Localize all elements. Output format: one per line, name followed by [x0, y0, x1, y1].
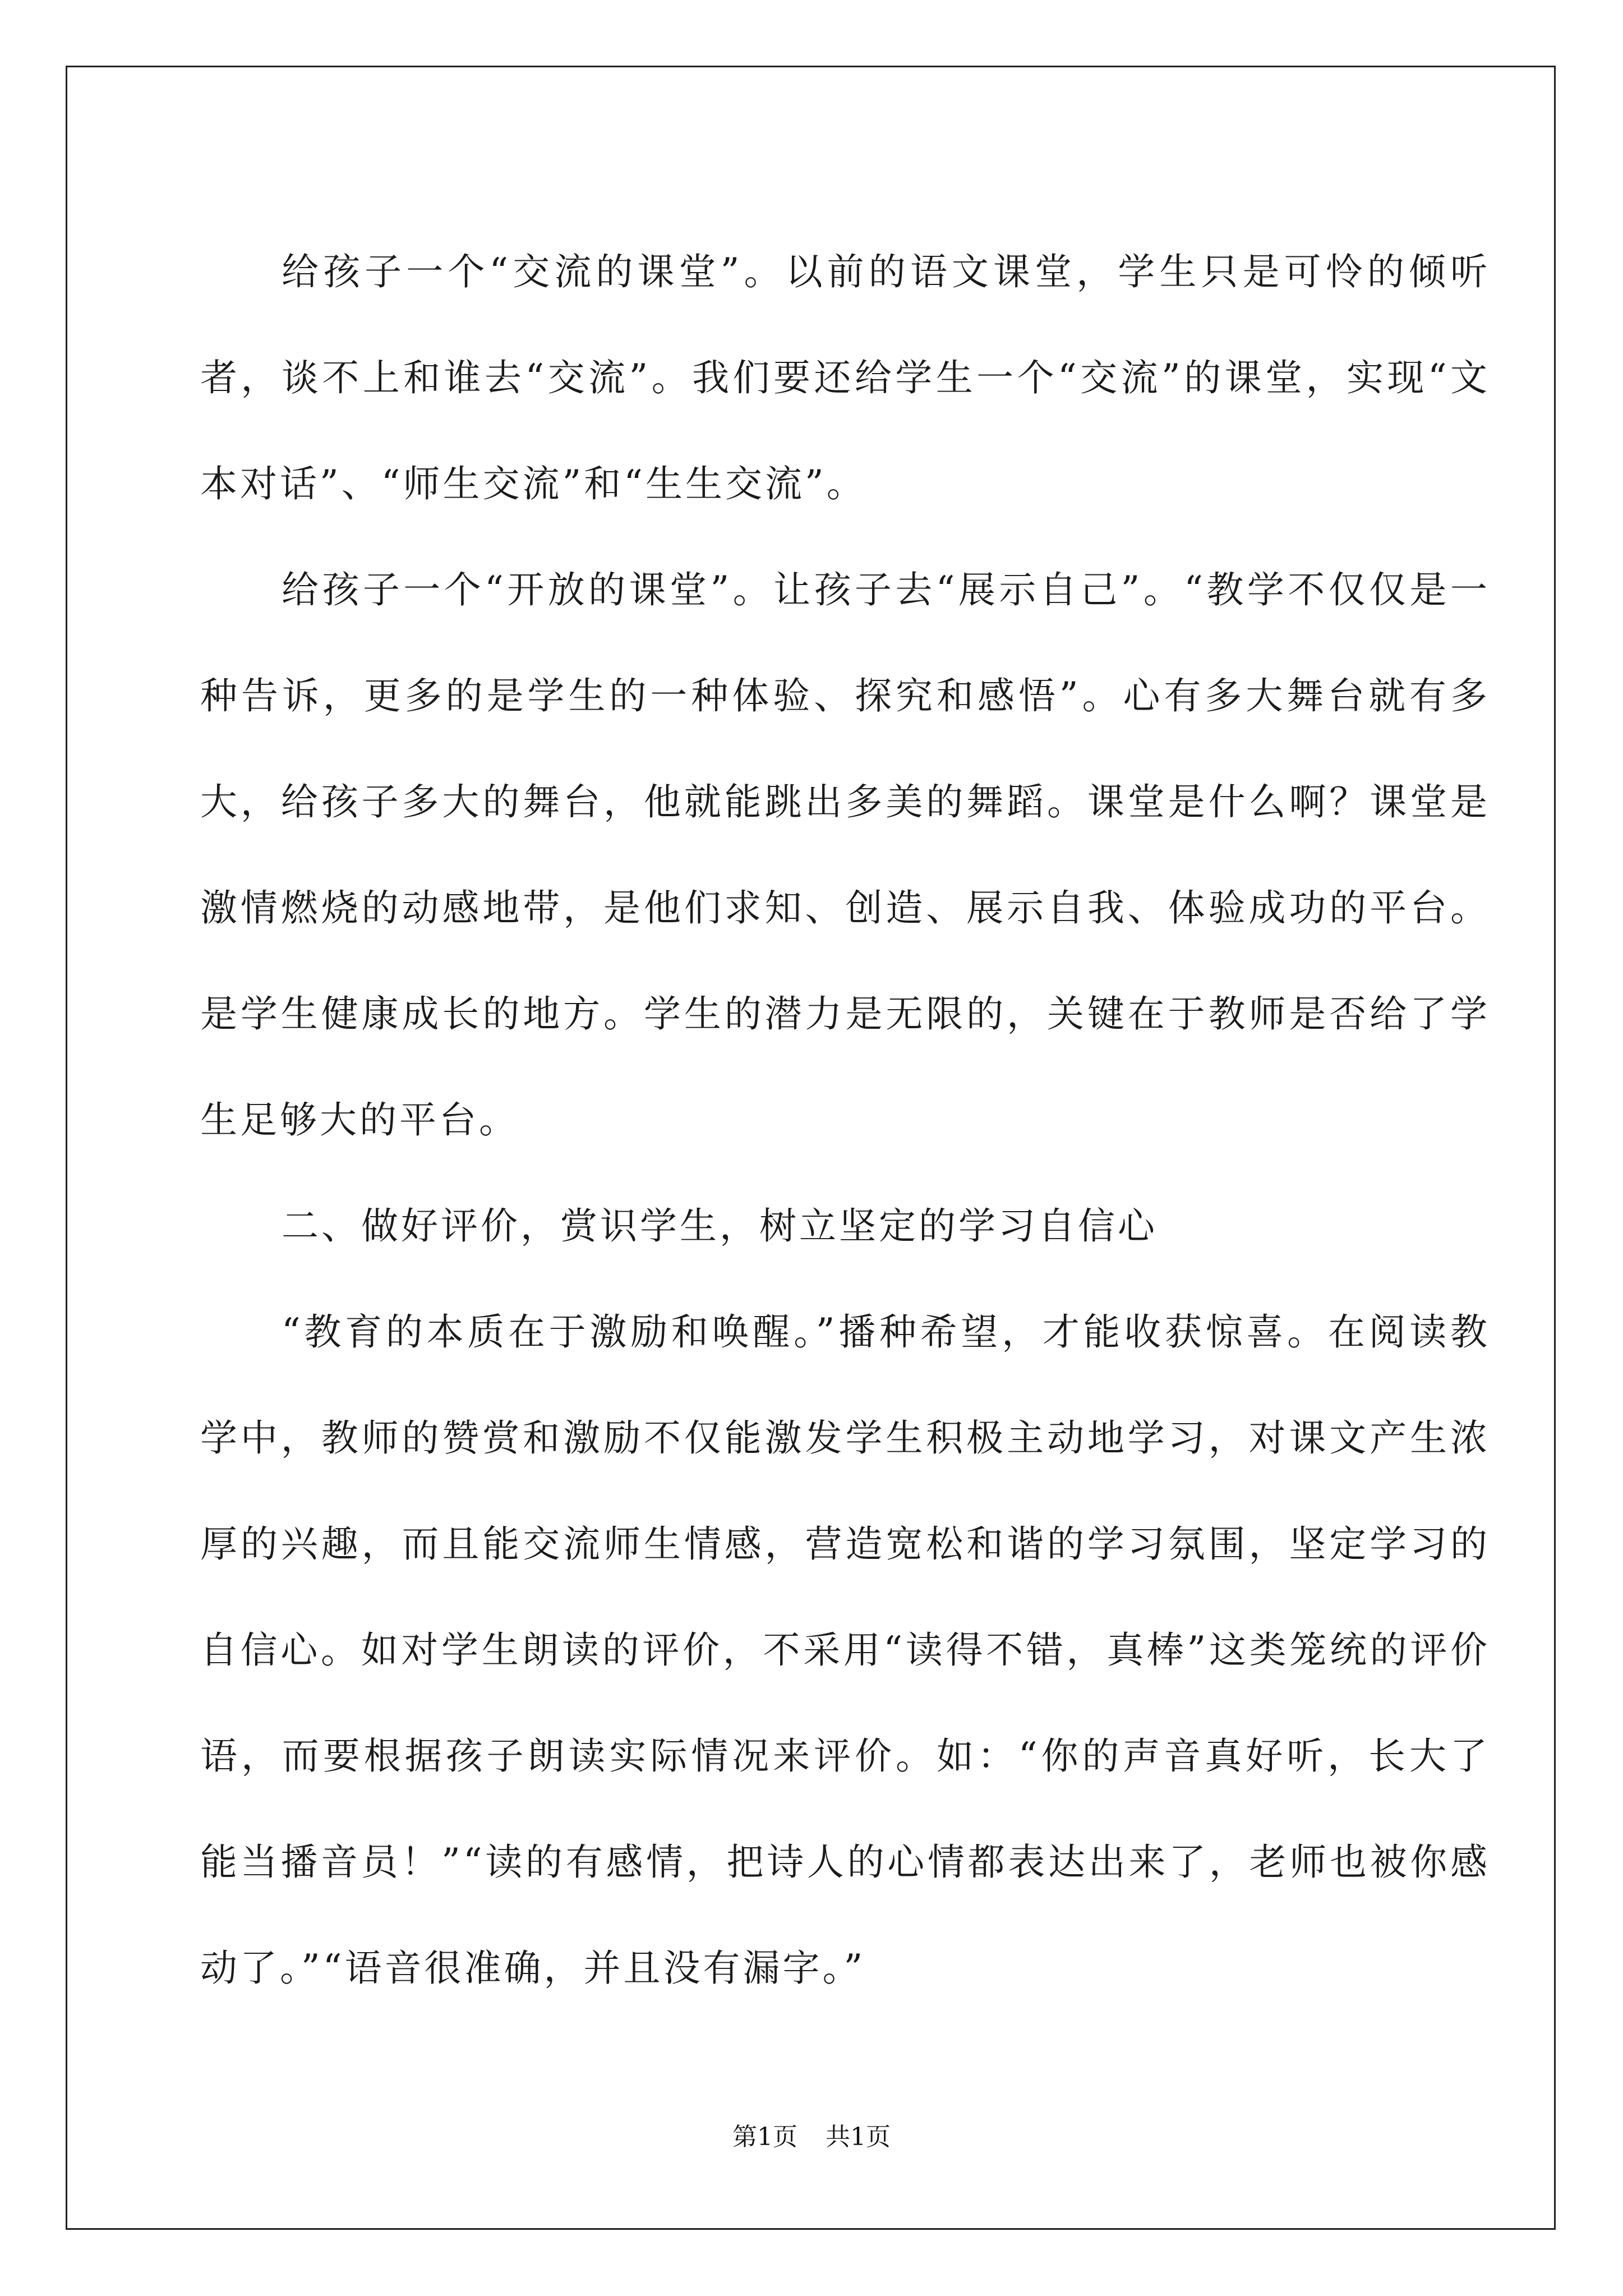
page-footer [0, 2120, 1623, 2154]
document-body [200, 219, 1490, 2021]
page-total: 共1页 [826, 2123, 891, 2151]
paragraph-communication-classroom: 给孩子一个“交流的课堂”。以前的语文课堂，学生只是可怜的倾听者，谈不上和谁去“交流”。我们要还给学生一个“交流”的课堂，实现“文本对话”、“师生交流”和“生生交流”。 [200, 250, 1490, 505]
paragraph-open-classroom: 给孩子一个“开放的课堂”。让孩子去“展示自己”。“教学不仅仅是一种告诉，更多的是学生的一种体验、探究和感悟”。心有多大舞台就有多大，给孩子多大的舞台，他就能跳出多美的舞蹈。课堂是什么啊？课堂是激情燃烧的动感地带，是他们求知、创造、展示自我、体验成功的平台。是学生健康成长的地方。学生的潜力是无限的，关键在于教师是否给了学生足够大的平台。 [200, 568, 1490, 1142]
section-heading-evaluation: 二、做好评价，赏识学生，树立坚定的学习自信心 [282, 1204, 1158, 1248]
page-number: 第1页 [732, 2123, 797, 2151]
paragraph-education-essence: “教育的本质在于激励和唤醒。”播种希望，才能收获惊喜。在阅读教学中，教师的赞赏和激励不仅能激发学生积极主动地学习，对课文产生浓厚的兴趣，而且能交流师生情感，营造宽松和谐的学习氛围，坚定学习的自信心。如对学生朗读的评价，不采用“读得不错，真棒”这类笼统的评价语，而要根据孩子朗读实际情况来评价。如：“你的声音真好听，长大了能当播音员！”“读的有感情，把诗人的心情都表达出来了，老师也被你感动了。”“语音很准确，并且没有漏字。” [200, 1310, 1490, 1990]
